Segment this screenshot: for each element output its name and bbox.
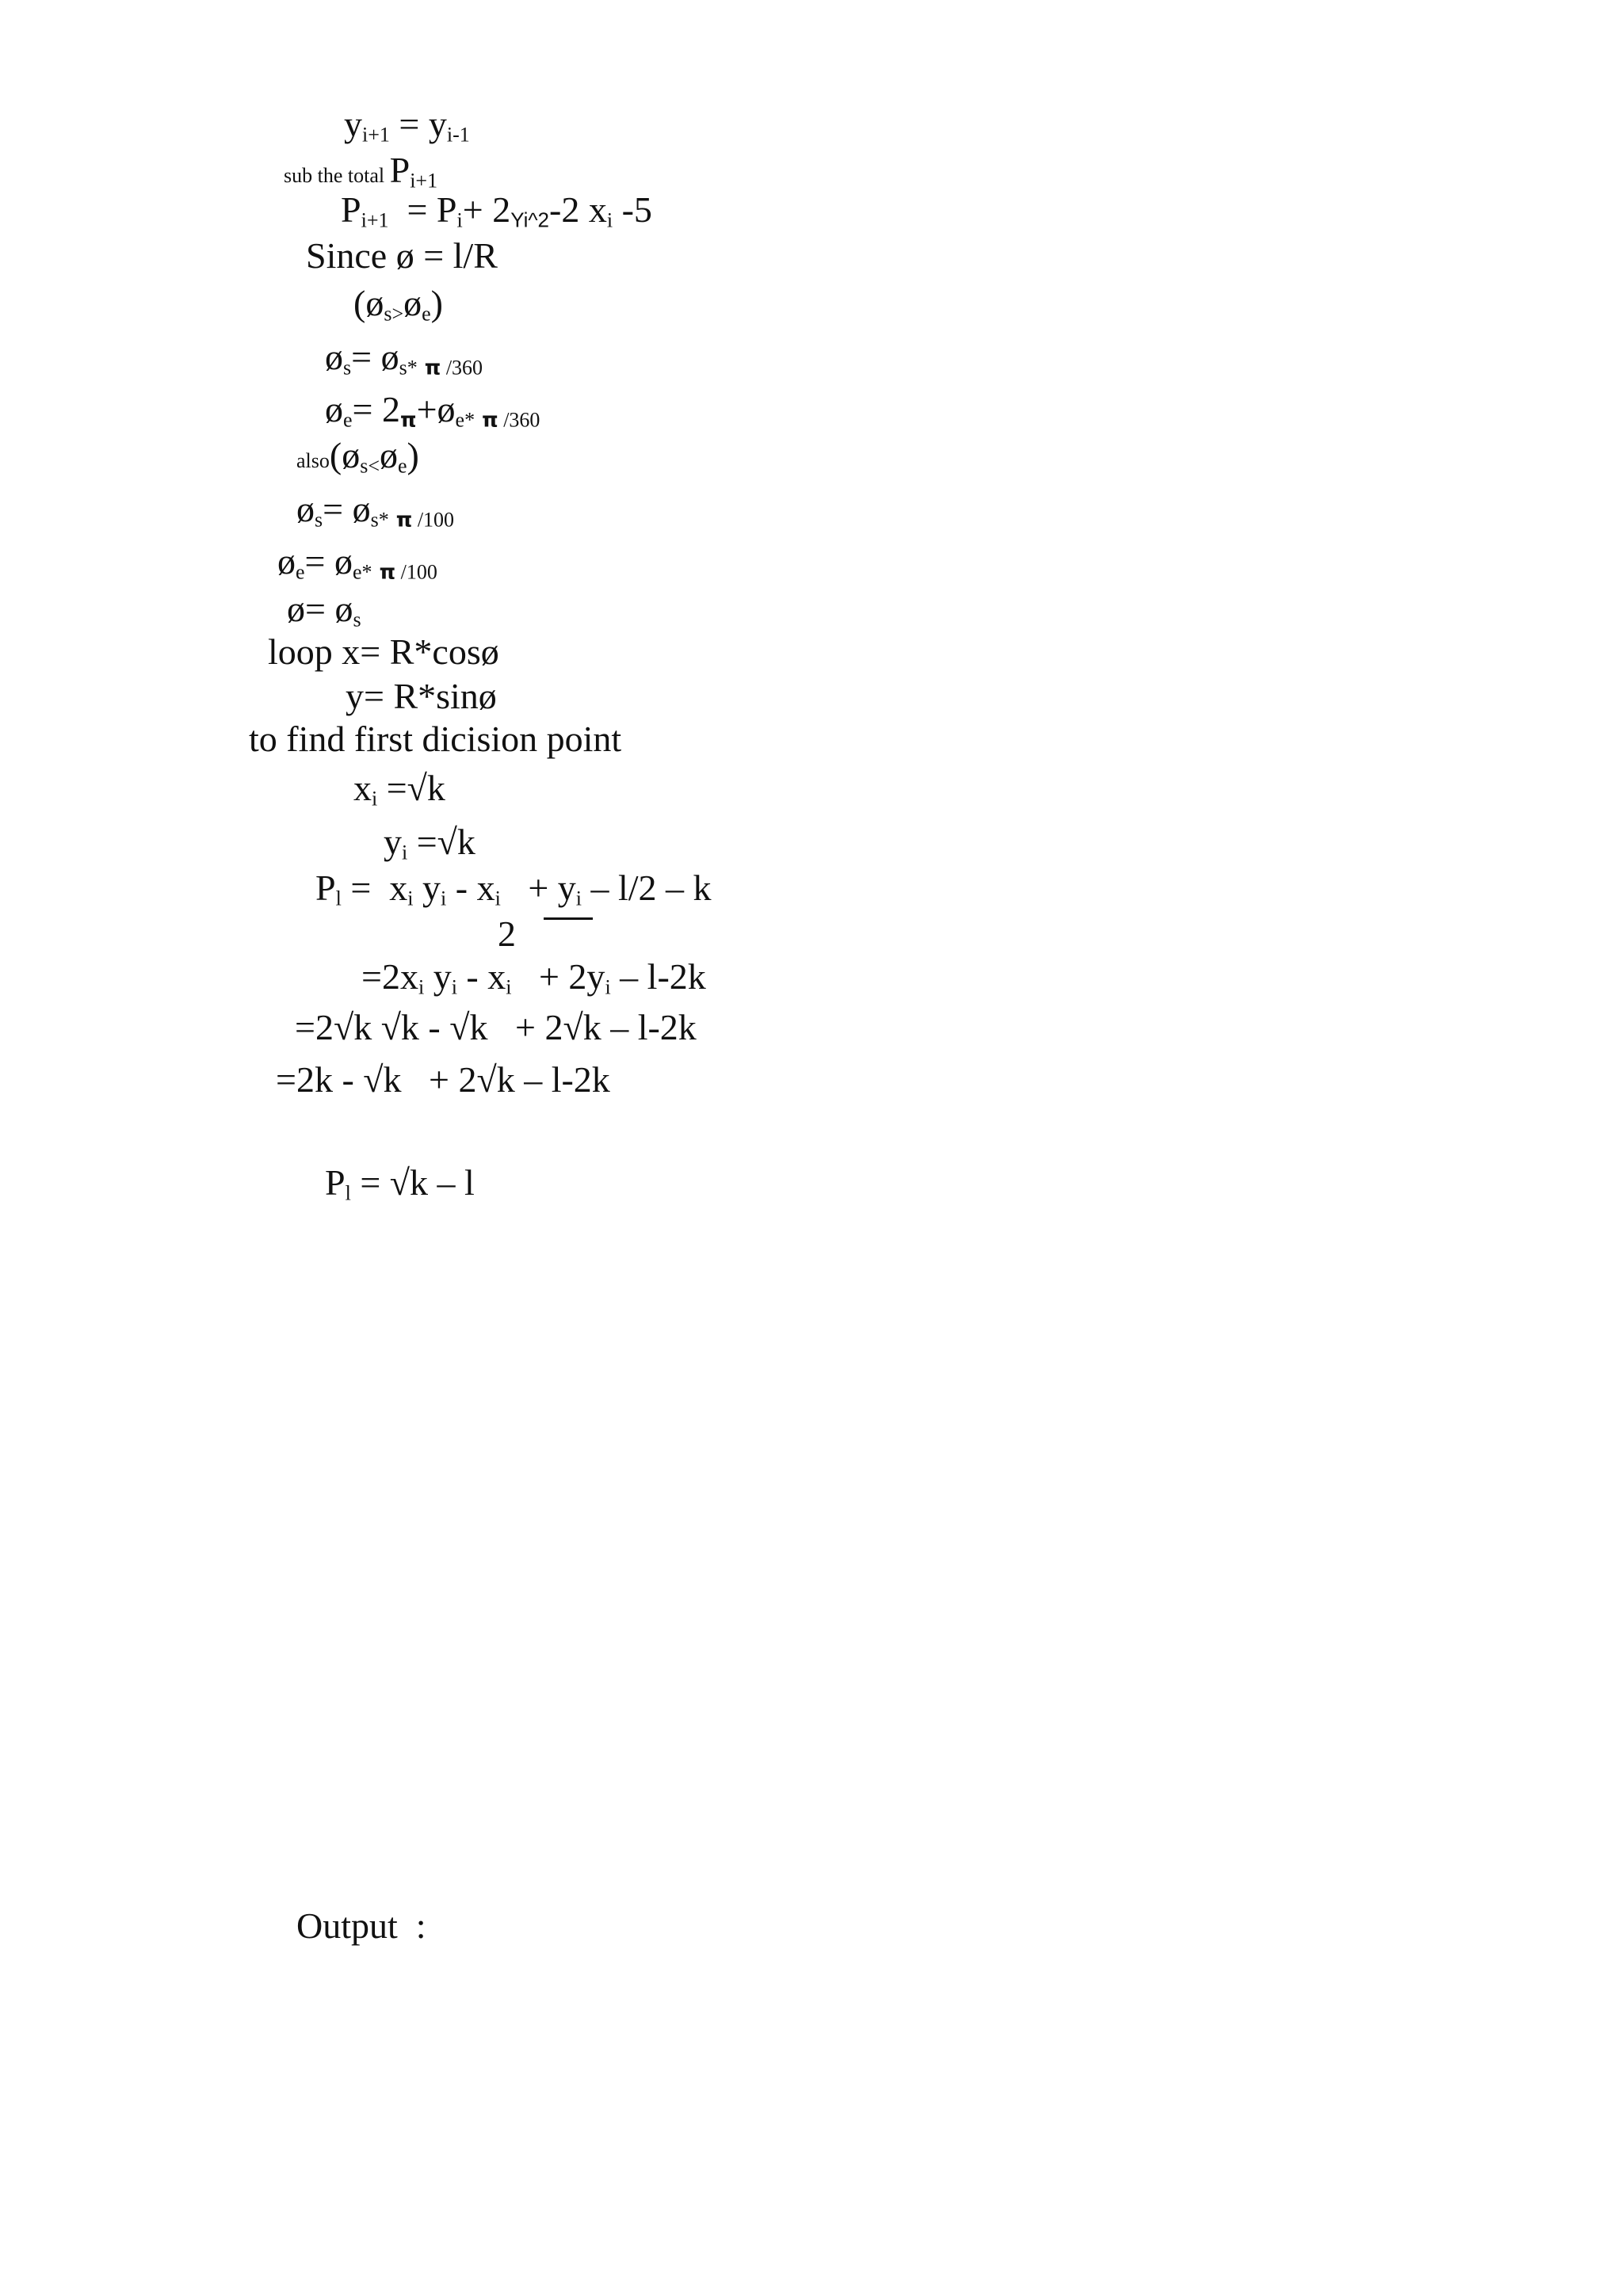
equation-yi: $y_i =√k$ — [384, 822, 475, 864]
equation-y-update: $y_{i+1} = y_{i-1}$ — [344, 104, 470, 147]
equation-p1-result: $P_l = √k - l$ — [325, 1162, 475, 1205]
equation-since-phi: Since ø = l/R — [306, 235, 498, 276]
equation-p1-step-3: =2k - √k + 2√k – l-2k — [276, 1059, 610, 1100]
equation-phi-e-100: $ø_e=$ $ø_{e*}$ $_\pi$ $_{/100}$ — [277, 541, 437, 585]
fraction-bar — [544, 917, 593, 920]
heading-first-decision-point: to find first dicision point — [249, 719, 622, 759]
equation-xi: $x_i =√k$ — [353, 768, 445, 810]
equation-condition-greater: $(ø_{s>}ø_e)$ — [353, 283, 443, 326]
equation-p-update: $P_{i+1} = P_i+ 2_{Yi\^{}2}-2$ $x_i$ -5 — [341, 189, 652, 232]
output-label: Output : — [296, 1905, 426, 1946]
equation-loop-x: loop x= R*cosø — [268, 631, 499, 672]
equation-phi-init: ø= $ø_s$ — [287, 589, 361, 631]
equation-loop-y: y= R*sinø — [346, 676, 497, 716]
equation-phi-e-360: $ø_e=$ $2_\pi+ø_{e*}$ $_\pi$ $_{/360}$ — [325, 389, 540, 433]
equation-phi-s-100: $ø_s=$ $ø_{s*}$ $_\pi$ $_{/100}$ — [296, 489, 455, 532]
equation-p1-definition: $P_l = x_i$ $y_i - x_i + y_i - l/2 - k$ — [315, 868, 712, 910]
equation-condition-less: $also(ø_{s<}ø_e)$ — [296, 435, 419, 478]
equation-sub-total: sub the total $P_{i+1}$ — [284, 150, 438, 193]
equation-fraction-denominator: 2 — [498, 913, 516, 954]
equation-phi-s-360: $ø_s=$ $ø_{s*}$ $_\pi$ $_{/360}$ — [325, 337, 483, 380]
equation-p1-step-1: $=2x_i$ $y_i - x_i + 2y_i - l-2k$ — [361, 956, 706, 999]
equation-p1-step-2: =2√k √k - √k + 2√k – l-2k — [295, 1007, 697, 1047]
